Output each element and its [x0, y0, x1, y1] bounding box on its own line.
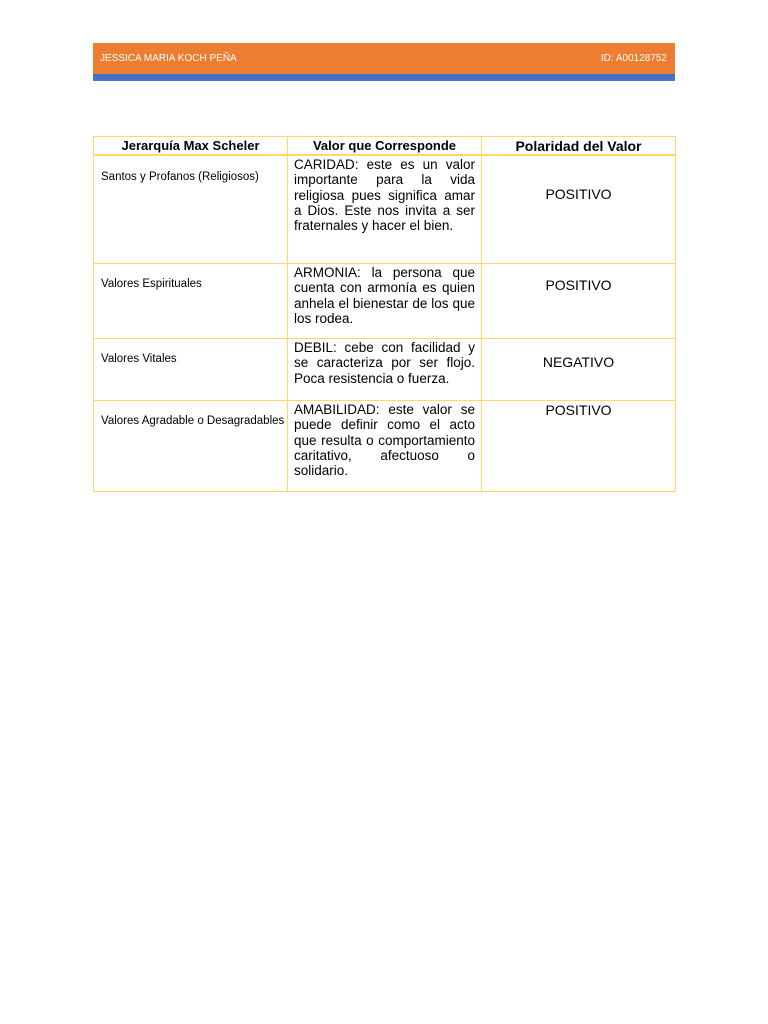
header-hierarchy: Jerarquía Max Scheler: [94, 137, 288, 156]
category-cell: Santos y Profanos (Religiosos): [94, 155, 288, 264]
table-row: [94, 339, 676, 401]
table-row: [94, 155, 676, 264]
polarity-cell: POSITIVO: [482, 264, 676, 339]
polarity-cell: POSITIVO: [482, 155, 676, 264]
header-value: Valor que Corresponde: [288, 137, 482, 156]
header-polarity: Polaridad del Valor: [482, 137, 676, 156]
header-stripe: [93, 74, 675, 81]
category-cell: Valores Vitales: [94, 339, 288, 401]
category-cell: Valores Espirituales: [94, 264, 288, 339]
value-cell: CARIDAD: este es un valor importante para la vida religiosa pues significa amar a Dios. Este nos invita a ser fraternales y hacer el bien.: [288, 155, 482, 264]
table-header-row: [94, 137, 676, 156]
value-cell: ARMONIA: la persona que cuenta con armonía es quien anhela el bienestar de los que los rodea.: [288, 264, 482, 339]
category-cell: Valores Agradable o Desagradables: [94, 401, 288, 492]
table-row: [94, 264, 676, 339]
table-row: [94, 401, 676, 492]
polarity-cell: POSITIVO: [482, 401, 676, 492]
author-name: JESSICA MARIA KOCH PEÑA: [100, 53, 237, 64]
value-cell: DEBIL: cebe con facilidad y se caracteriza por ser flojo. Poca resistencia o fuerza.: [288, 339, 482, 401]
page-header: [93, 43, 675, 74]
student-id: ID: A00128752: [600, 53, 667, 64]
polarity-cell: NEGATIVO: [482, 339, 676, 401]
values-table: [93, 136, 676, 492]
value-cell: AMABILIDAD: este valor se puede definir como el acto que resulta o comportamiento caritativo, afectuoso o solidario.: [288, 401, 482, 492]
